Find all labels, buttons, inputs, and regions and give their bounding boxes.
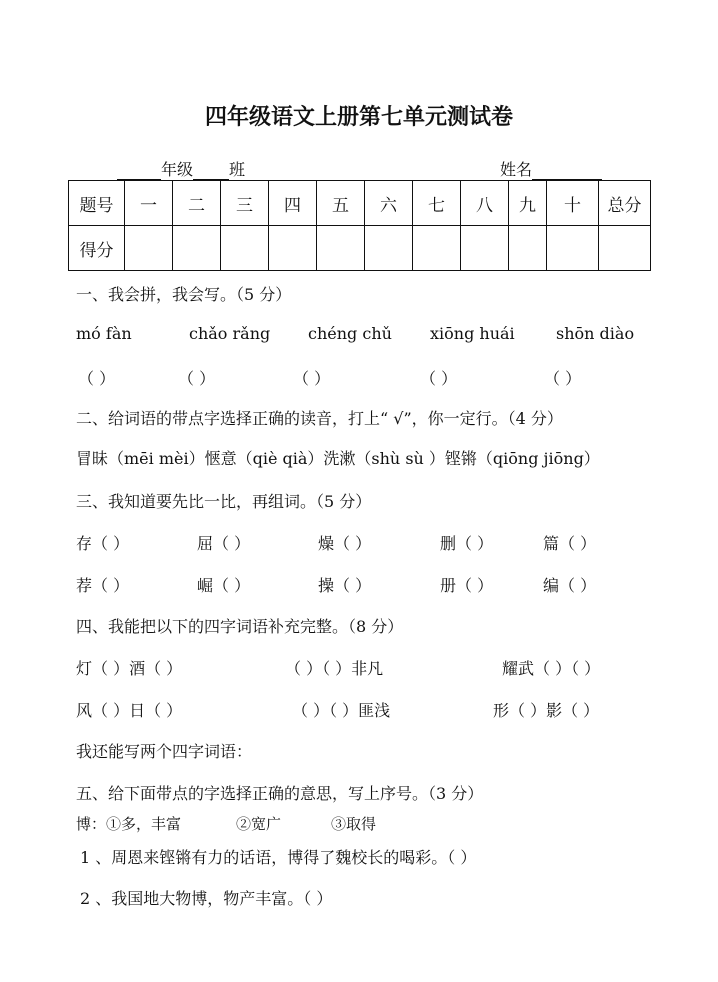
q3-item[interactable]: 删（ ） [440, 534, 494, 553]
page-title: 四年级语文上册第七单元测试卷 [204, 104, 513, 130]
score-cell[interactable] [221, 226, 269, 271]
q3-item[interactable]: 燥（ ） [318, 534, 372, 553]
score-table [68, 180, 651, 271]
q1-pinyin-2: chǎo rǎng [189, 324, 271, 343]
q3-item[interactable]: 崛（ ） [197, 576, 251, 595]
row-label-cell: 得分 [69, 226, 125, 271]
q5-option-3: ③取得 [331, 815, 377, 833]
q3-item[interactable]: 屈（ ） [197, 534, 251, 553]
q3-item[interactable]: 操（ ） [318, 576, 372, 595]
q4-item[interactable]: 风（ ）日（ ） [76, 701, 183, 720]
name-label: 姓名 [500, 160, 533, 179]
class-blank[interactable] [193, 163, 229, 180]
score-cell[interactable] [461, 226, 509, 271]
score-cell[interactable] [413, 226, 461, 271]
q4-title: 四、我能把以下的四字词语补充完整。（8 分） [76, 617, 404, 636]
name-blank[interactable] [532, 163, 602, 180]
q1-answer-4[interactable]: （ ） [420, 369, 458, 388]
q3-item[interactable]: 编（ ） [543, 576, 597, 595]
q1-title: 一、我会拼，我会写。（5 分） [76, 285, 292, 304]
header-cell: 五 [317, 181, 365, 226]
name-line [500, 157, 602, 180]
header-cell: 一 [125, 181, 173, 226]
q3-item[interactable]: 篇（ ） [543, 534, 597, 553]
q4-item[interactable]: （ ）（ ）非凡 [285, 659, 384, 678]
q4-extra: 我还能写两个四字词语： [76, 742, 253, 761]
header-cell: 四 [269, 181, 317, 226]
header-cell: 三 [221, 181, 269, 226]
q1-pinyin-1: mó fàn [76, 324, 132, 343]
q5-item-2[interactable]: 2 、我国地大物博，物产丰富。（ ） [80, 889, 333, 908]
score-header-row [69, 181, 651, 226]
score-value-row [69, 226, 651, 271]
q1-pinyin-4: xiōng huái [430, 324, 515, 343]
q5-option-1: 博：①多，丰富 [76, 815, 182, 833]
score-cell[interactable] [317, 226, 365, 271]
score-cell[interactable] [173, 226, 221, 271]
header-cell: 七 [413, 181, 461, 226]
q4-item[interactable]: 形（ ）影（ ） [493, 701, 600, 720]
q3-item[interactable]: 存（ ） [76, 534, 130, 553]
score-cell[interactable] [365, 226, 413, 271]
grade-blank[interactable] [117, 163, 161, 180]
header-cell: 二 [173, 181, 221, 226]
header-cell: 题号 [69, 181, 125, 226]
q5-option-2: ②宽广 [236, 815, 282, 833]
q3-item[interactable]: 册（ ） [440, 576, 494, 595]
q5-item-1[interactable]: 1 、周恩来铿锵有力的话语，博得了魏校长的喝彩。（ ） [80, 848, 477, 867]
grade-class-line [117, 157, 245, 180]
q1-answer-2[interactable]: （ ） [178, 369, 216, 388]
q5-title: 五、给下面带点的字选择正确的意思，写上序号。（3 分） [76, 784, 484, 803]
score-cell[interactable] [269, 226, 317, 271]
q2-title: 二、给词语的带点字选择正确的读音，打上“ √”，你一定行。（4 分） [76, 409, 563, 428]
class-label: 班 [229, 160, 246, 179]
header-cell: 八 [461, 181, 509, 226]
q4-item[interactable]: 耀武（ ）（ ） [502, 659, 601, 678]
q3-title: 三、我知道要先比一比，再组词。（5 分） [76, 492, 372, 511]
header-cell: 总分 [599, 181, 651, 226]
q1-answer-1[interactable]: （ ） [78, 369, 116, 388]
header-cell: 十 [547, 181, 599, 226]
grade-label: 年级 [161, 160, 194, 179]
score-cell[interactable] [599, 226, 651, 271]
header-cell: 九 [509, 181, 547, 226]
score-cell[interactable] [125, 226, 173, 271]
q1-pinyin-3: chéng chǔ [308, 324, 392, 343]
q1-answer-3[interactable]: （ ） [293, 369, 331, 388]
q4-item[interactable]: 灯（ ）酒（ ） [76, 659, 183, 678]
q3-item[interactable]: 荐（ ） [76, 576, 130, 595]
header-cell: 六 [365, 181, 413, 226]
q2-choices[interactable]: 冒昧（mēi mèi）惬意（qiè qià）洗漱（shù sù ）铿锵（qiōng jiōng） [76, 449, 600, 468]
q1-answer-5[interactable]: （ ） [544, 369, 582, 388]
q4-item[interactable]: （ ）（ ）匪浅 [292, 701, 391, 720]
score-cell[interactable] [509, 226, 547, 271]
score-cell[interactable] [547, 226, 599, 271]
q1-pinyin-5: shōn diào [556, 324, 635, 343]
